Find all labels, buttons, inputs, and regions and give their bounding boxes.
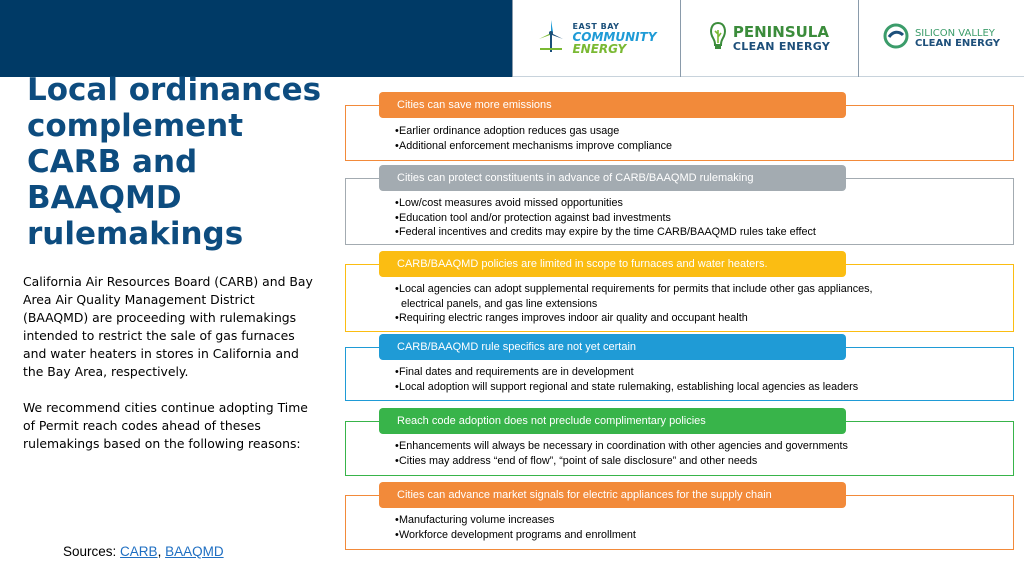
bullet-item: •Requiring electric ranges improves indoor air quality and occupant health [395, 312, 748, 324]
bullet-text: Federal incentives and credits may expire by the time CARB/BAAQMD rules take effect [399, 226, 816, 238]
reason-bullets [395, 439, 995, 468]
bullet-item: •Low/cost measures avoid missed opportunities [395, 197, 623, 209]
bullet-item: •Final dates and requirements are in development [395, 366, 634, 378]
reason-bullets [395, 513, 995, 542]
reason-heading: Cities can protect constituents in advance of CARB/BAAQMD rulemaking [379, 165, 846, 191]
ebce-logo-line2: COMMUNITY [572, 29, 657, 44]
bullet-item: •Enhancements will always be necessary in coordination with other agencies and governments [395, 440, 848, 452]
bullet-item: •Additional enforcement mechanisms improve compliance [395, 139, 673, 152]
bullet-item: •Education tool and/or protection against bad investments [395, 211, 671, 224]
leaf-bulb-icon [709, 21, 727, 56]
pce-logo [680, 0, 858, 77]
reason-bullets [395, 365, 995, 394]
wind-turbine-icon [536, 19, 566, 58]
bullet-text: Education tool and/or protection against bad investments [399, 211, 671, 224]
intro-paragraph-2: We recommend cities continue adopting Time of Permit reach codes ahead of theses rulemakings based on the following reasons: [23, 400, 308, 451]
ebce-logo-line1: EAST BAY [572, 21, 620, 31]
intro-text [23, 273, 315, 471]
bullet-item: •Earlier ordinance adoption reduces gas usage [395, 125, 620, 137]
bullet-text: Cities may address “end of flow”, “point of sale disclosure” and other needs [399, 454, 758, 467]
bullet-text: electrical panels, and gas line extensions [401, 297, 598, 310]
bullet-text: Additional enforcement mechanisms improve compliance [399, 139, 673, 152]
partner-logos [512, 0, 1024, 77]
reason-bullets [395, 196, 995, 240]
source-link-baaqmd[interactable]: BAAQMD [165, 544, 224, 559]
bullet-text: Enhancements will always be necessary in coordination with other agencies and governments [399, 440, 848, 452]
bullet-item: •Local adoption will support regional and state rulemaking, establishing local agencies as leaders [395, 380, 859, 393]
reason-heading: Cities can save more emissions [379, 92, 846, 118]
reason-heading: CARB/BAAQMD rule specifics are not yet certain [379, 334, 846, 360]
pce-logo-line1: PENINSULA [732, 23, 829, 41]
bullet-item: •Workforce development programs and enrollment [395, 528, 636, 541]
reason-bullets [395, 282, 995, 326]
circle-swoosh-icon [883, 23, 909, 54]
ebce-logo [512, 0, 680, 77]
bullet-text: Workforce development programs and enrollment [399, 528, 636, 541]
header-banner [0, 0, 512, 77]
bullet-text: Final dates and requirements are in development [399, 366, 634, 378]
reason-bullets [395, 124, 995, 153]
reason-heading: Reach code adoption does not preclude complimentary policies [379, 408, 846, 434]
bullet-item: •Local agencies can adopt supplemental requirements for permits that include other gas appliances, [395, 283, 873, 295]
ebce-logo-line3: ENERGY [572, 41, 627, 56]
bullet-item [395, 297, 995, 312]
bullet-text: Low/cost measures avoid missed opportunities [399, 197, 623, 209]
svce-logo [858, 0, 1024, 77]
intro-paragraph-1: California Air Resources Board (CARB) and Bay Area Air Quality Management District (BAAQMD) are proceeding with rulemakings intended to restrict the sale of gas furnaces and water heaters in stores in California and the Bay Area, respectively. [23, 274, 313, 379]
bullet-item: •Cities may address “end of flow”, “point of sale disclosure” and other needs [395, 454, 758, 467]
bullet-text: Requiring electric ranges improves indoor air quality and occupant health [399, 312, 748, 324]
sources-label: Sources: [63, 544, 117, 559]
svce-logo-line1: SILICON VALLEY [914, 27, 995, 39]
reason-heading: Cities can advance market signals for electric appliances for the supply chain [379, 482, 846, 508]
bullet-text: Local agencies can adopt supplemental requirements for permits that include other gas appliances, [399, 283, 873, 295]
reason-heading: CARB/BAAQMD policies are limited in scope to furnaces and water heaters. [379, 251, 846, 277]
pce-logo-line2: CLEAN ENERGY [732, 40, 831, 53]
source-link-carb[interactable]: CARB [120, 544, 158, 559]
bullet-text: Local adoption will support regional and state rulemaking, establishing local agencies as leaders [399, 380, 859, 393]
bullet-text: Manufacturing volume increases [399, 514, 555, 526]
sources-line [63, 544, 224, 559]
bullet-item: •Manufacturing volume increases [395, 514, 555, 526]
bullet-text: Earlier ordinance adoption reduces gas usage [399, 125, 620, 137]
sources-separator: , [157, 544, 162, 559]
slide-title: Local ordinances complement CARB and BAAQMD rulemakings [27, 72, 322, 252]
bullet-item: •Federal incentives and credits may expire by the time CARB/BAAQMD rules take effect [395, 226, 816, 238]
svce-logo-line2: CLEAN ENERGY [914, 37, 1001, 49]
